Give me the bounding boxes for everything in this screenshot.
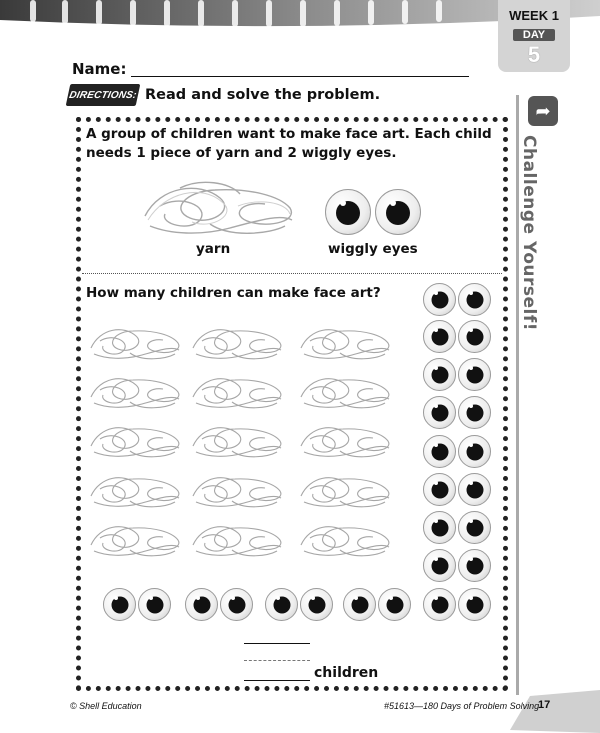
- section-divider: [82, 273, 502, 274]
- yarn-piece-icon: [88, 420, 184, 462]
- day-number: 5: [527, 42, 541, 67]
- name-write-line[interactable]: [131, 76, 469, 77]
- answer-line-bottom[interactable]: [244, 680, 310, 681]
- footer-publisher: © Shell Education: [70, 701, 142, 711]
- wiggly-eye-icon: [423, 396, 456, 429]
- wiggly-eye-icon: [423, 435, 456, 468]
- wiggly-eye-icon: [343, 588, 376, 621]
- wiggly-eye-icon: [423, 358, 456, 391]
- wiggly-eye-icon: [138, 588, 171, 621]
- wiggly-eye-icon: [423, 473, 456, 506]
- footer-band: [0, 690, 600, 733]
- wiggly-eye-icon: [378, 588, 411, 621]
- wiggly-eye-icon: [423, 588, 456, 621]
- yarn-piece-icon: [298, 470, 394, 512]
- directions-text: Read and solve the problem.: [145, 87, 381, 103]
- wiggly-eye-icon: [103, 588, 136, 621]
- yarn-piece-icon: [190, 371, 286, 413]
- wiggly-eye-icon: [423, 511, 456, 544]
- answer-midline: [244, 660, 310, 661]
- wiggly-eye-icon: [458, 473, 491, 506]
- wiggly-eye-icon: [423, 283, 456, 316]
- problem-question: How many children can make face art?: [86, 285, 381, 301]
- wiggly-eye-icon: [325, 189, 371, 235]
- wiggly-eye-icon: [458, 358, 491, 391]
- yarn-piece-icon: [298, 519, 394, 561]
- challenge-title: Challenge Yourself!: [519, 135, 539, 331]
- yarn-icon: [140, 176, 300, 242]
- directions-badge: DIRECTIONS:: [66, 84, 141, 106]
- yarn-piece-icon: [88, 470, 184, 512]
- wiggly-eye-icon: [185, 588, 218, 621]
- wiggly-eye-icon: [300, 588, 333, 621]
- week-day-tab: [498, 0, 570, 72]
- name-label: Name:: [72, 60, 127, 78]
- yarn-piece-icon: [190, 322, 286, 364]
- yarn-piece-icon: [190, 420, 286, 462]
- wiggly-eye-icon: [423, 320, 456, 353]
- footer-book: #51613—180 Days of Problem Solving: [384, 701, 540, 711]
- answer-unit: children: [314, 665, 379, 681]
- week-label: WEEK 1: [509, 8, 559, 23]
- wiggly-eye-icon: [458, 320, 491, 353]
- yarn-piece-icon: [88, 322, 184, 364]
- wiggly-eye-icon: [375, 189, 421, 235]
- yarn-piece-icon: [298, 322, 394, 364]
- answer-line-top[interactable]: [244, 643, 310, 644]
- wiggly-eye-icon: [458, 549, 491, 582]
- yarn-piece-icon: [298, 420, 394, 462]
- wiggly-eye-icon: [458, 283, 491, 316]
- yarn-label: yarn: [196, 241, 231, 257]
- yarn-piece-icon: [298, 371, 394, 413]
- yarn-piece-icon: [190, 470, 286, 512]
- share-arrow-icon: ➦: [528, 96, 558, 126]
- wiggly-eyes-label: wiggly eyes: [328, 241, 418, 257]
- page-number: 17: [538, 699, 551, 711]
- wiggly-eye-icon: [423, 549, 456, 582]
- wiggly-eye-icon: [458, 396, 491, 429]
- yarn-piece-icon: [88, 519, 184, 561]
- wiggly-eye-icon: [265, 588, 298, 621]
- yarn-piece-icon: [88, 371, 184, 413]
- problem-prompt: A group of children want to make face art. Each child needs 1 piece of yarn and 2 wiggly eyes.: [86, 126, 492, 161]
- wiggly-eye-icon: [458, 435, 491, 468]
- wiggly-eye-icon: [458, 511, 491, 544]
- yarn-piece-icon: [190, 519, 286, 561]
- wiggly-eye-icon: [458, 588, 491, 621]
- wiggly-eye-icon: [220, 588, 253, 621]
- day-label: DAY: [513, 29, 555, 41]
